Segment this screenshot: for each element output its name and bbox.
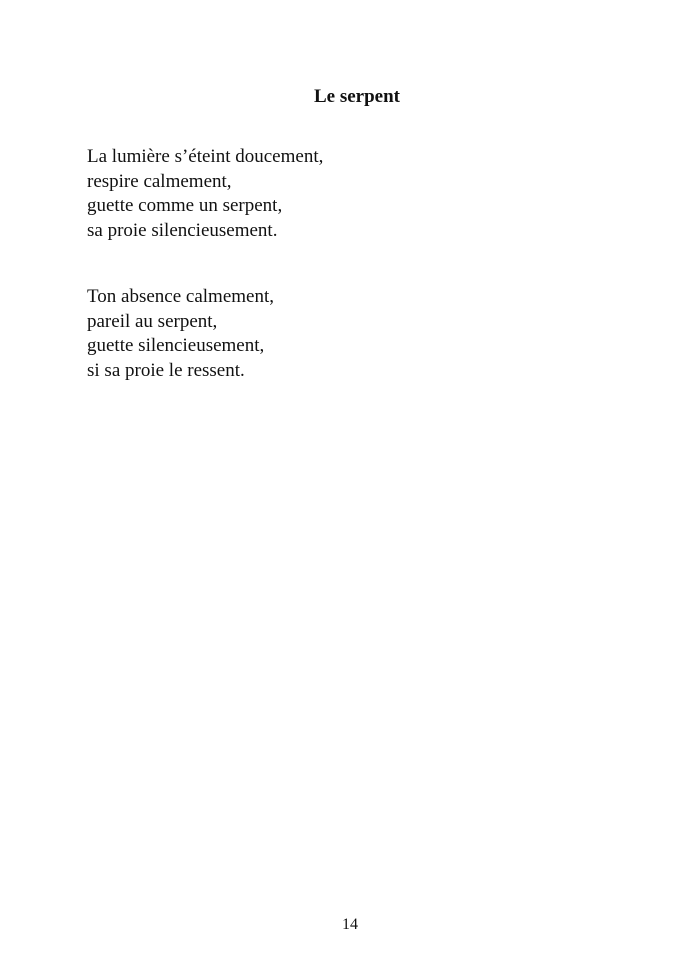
page-number: 14 (342, 916, 358, 933)
verse-line: guette silencieusement, (87, 335, 265, 356)
verse-line: pareil au serpent, (87, 310, 218, 332)
poem-title (0, 86, 700, 108)
stanza-2 (87, 285, 274, 383)
verse-line: La lumière s’éteint doucement, (87, 146, 324, 167)
verse-line: respire calmement, (87, 170, 232, 192)
poem-title-text: Le serpent (313, 86, 400, 107)
stanza-1 (87, 145, 323, 243)
verse-line: si sa proie le ressent. (87, 359, 245, 381)
verse-line: guette comme un serpent, (87, 195, 283, 216)
verse-line: Ton absence calmement, (87, 286, 275, 307)
verse-line: sa proie silencieusement. (87, 219, 278, 241)
